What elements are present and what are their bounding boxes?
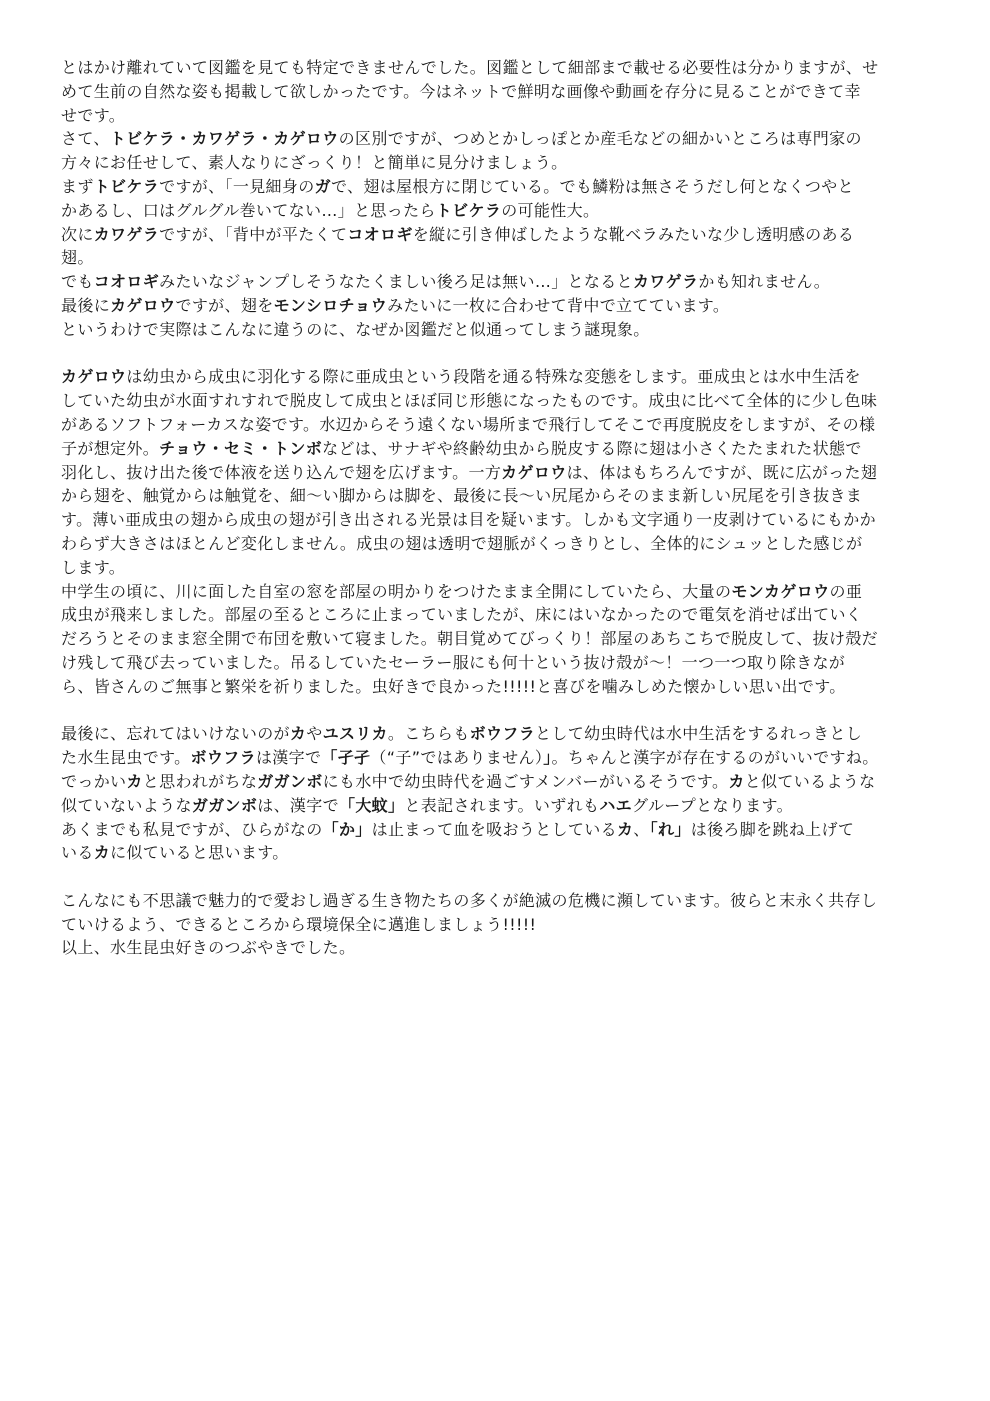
bold-text: カワゲラ [93,224,160,244]
text-line [61,532,933,556]
text-line [61,722,933,746]
text-run: さて、 [61,129,110,149]
text-run: た水生昆虫です。 [61,748,191,768]
paragraph [61,56,933,342]
text-run: だろうとそのまま窓全開で布団を敷いて寝ました。朝目覚めてびっくり！部屋のあちこちで脱皮して、抜け殻だ [61,629,879,649]
bold-text: カ [126,771,143,791]
text-run: の可能性大。 [501,200,600,220]
bold-text: カ [289,724,307,744]
text-run: を縦に引き伸ばしたような靴ベラみたいな少し透明感のある [412,224,855,244]
text-line [61,580,933,604]
bold-text: カワゲラ [632,272,699,292]
text-run: 羽化し、抜け出た後で体液を送り込んで翅を広げます。一方 [61,462,502,482]
text-run: わらず大きさはほとんど変化しません。成虫の翅は透明で翅脈がくっきりとし、全体的にシュッとした感じが [61,533,863,553]
paragraph [61,365,933,698]
bold-text: ガ [314,176,331,196]
text-line [61,56,933,80]
text-line [61,365,933,389]
text-run: や [306,724,323,744]
bold-text: カゲロウ [61,367,127,387]
text-run: 。ちゃんと漢字が存在するのがいいですね。 [551,748,879,768]
text-line [61,389,933,413]
text-run: ですが、翅を [175,295,274,315]
text-line [61,294,933,318]
bold-text: 「大蚊」 [338,795,405,815]
text-line [61,913,933,937]
bold-text: 「れ」 [649,819,691,839]
text-run: として幼虫時代は水中生活をするれっきとし [535,724,863,744]
text-run: す。薄い亜成虫の翅から成虫の翅が引き出される光景は目を疑います。しかも文字通り一皮剥けているにもかか [61,510,876,530]
text-line [61,770,933,794]
text-run: 子が想定外。 [61,438,160,458]
text-run: ていけるよう、できるところから環境保全に邁進しましょう!!!!! [61,914,537,934]
bold-text: 「孑孑 [321,748,371,768]
bold-text: ガガンボ [257,771,323,791]
text-run: は、漢字で [257,795,339,815]
bold-text: 「か」 [322,819,372,839]
text-line [61,508,933,532]
text-run: 。こちらも [387,724,470,744]
text-run: せです。 [61,105,126,125]
text-run: かも知れません。 [698,272,831,292]
text-run: は後ろ脚を跳ね上げて [690,819,855,839]
text-run: と思われがちな [142,771,258,791]
text-run: ですが、「一見細身の [159,176,315,196]
text-run: と表記されます。いずれも [404,795,600,815]
bold-text: モンカゲロウ [731,581,830,601]
text-run: グループとなります。 [632,795,793,815]
bold-text: ユスリカ [322,724,388,744]
text-line [61,223,933,247]
bold-text: トビケラ [93,176,160,196]
bold-text: カ [616,819,634,839]
bold-text: カゲロウ [110,295,176,315]
text-run: は漢字で [255,748,322,768]
text-line [61,80,933,104]
text-line [61,818,933,842]
text-line [61,794,933,818]
text-run: の亜 [829,581,863,601]
text-line [61,651,933,675]
text-run: 以上、水生昆虫好きのつぶやきでした。 [61,938,356,958]
text-run: は幼虫から成虫に羽化する際に亜成虫という段階を通る特殊な変態をします。亜成虫とは水中生活を [126,367,861,387]
text-run: などは、サナギや終齢幼虫から脱皮する際に翅は小さくたたまれた状態で [322,438,862,458]
bold-text: カ [728,771,745,791]
text-run: で、翅は屋根方に閉じている。でも鱗粉は無さそうだし何となくつやと [330,176,854,196]
text-line [61,484,933,508]
bold-text: カ [93,843,111,863]
text-run: があるソフトフォーカスな姿です。水辺からそう遠くない場所まで飛行してそこで再度脱皮をしますが、その様 [61,414,876,434]
text-run: は止まって血を吸おうとしている [371,819,617,839]
text-run: とはかけ離れていて図鑑を見ても特定できませんでした。図鑑として細部まで載せる必要性は分かりますが、せ [61,58,879,77]
text-line [61,437,933,461]
text-run: （“子”ではありません） [370,748,544,768]
bold-text: ボウフラ [190,748,256,768]
text-line [61,675,933,699]
text-run: 最後に、忘れてはいけないのが [61,724,290,744]
paragraph [61,889,933,960]
text-run: みたいなジャンプしそうなたくましい後ろ足は無い…」となると [159,272,633,292]
text-run: は、体はもちろんですが、既に広がった翅 [566,462,878,482]
text-run: に似ていると思います。 [110,843,289,863]
text-run: ですが、「背中が平たくて [159,224,348,244]
text-run: みたいに一枚に合わせて背中で立てています。 [387,295,730,315]
text-line [61,318,933,342]
text-line [61,889,933,913]
text-run: していた幼虫が水面すれすれで脱皮して成虫とほぼ同じ形態になったものです。成虫に比べて全体的に少し色味 [61,391,878,411]
text-run: け残して飛び去っていました。吊るしていたセーラー服にも何十という抜け殻が〜！一つ一つ取り除きなが [61,652,846,672]
paragraph-gap [61,342,933,366]
text-line [61,461,933,485]
text-line [61,627,933,651]
text-run: にも水中で幼虫時代を過ごすメンバーがいるそうです。 [322,771,729,791]
text-run: 最後に [61,295,111,315]
text-line [61,175,933,199]
text-line [61,270,933,294]
bold-text: カゲロウ [501,462,567,482]
bold-text: モンシロチョウ [273,295,388,315]
text-run: でも [61,272,94,292]
text-line [61,936,933,960]
text-line [61,556,933,580]
text-run: 中学生の頃に、川に面した自室の窓を部屋の明かりをつけたまま全開にしていたら、大量の [61,581,732,601]
text-run: あくまでも私見ですが、ひらがなの [61,819,323,839]
bold-text: ガガンボ [191,795,258,815]
text-run: いる [61,843,94,863]
text-line [61,746,933,770]
text-run: 翅。 [61,248,94,268]
bold-text: コオロギ [347,224,413,244]
text-run: こんなにも不思議で魅力的で愛おし過ぎる生き物たちの多くが絶滅の危機に瀕しています。彼らと末永く共存し [61,890,878,910]
text-run: 次に [61,224,94,244]
text-run: まず [61,176,94,196]
bold-text: トビケラ [435,200,502,220]
text-run: から翅を、触覚からは触覚を、細〜い脚からは脚を、最後に長〜い尻尾からそのまま新しい尻尾を引き抜きま [61,486,863,506]
text-line [61,246,933,270]
text-run: 方々にお任せして、素人なりにざっくり！と簡単に見分けましょう。 [61,153,568,173]
text-line [61,413,933,437]
text-line [61,841,933,865]
text-run: でっかい [61,771,127,791]
text-line [61,603,933,627]
text-run: 似ていないような [61,795,192,815]
paragraph-gap [61,699,933,723]
text-run: かあるし、口はグルグル巻いてない…」と思ったら [61,200,436,220]
text-line [61,127,933,151]
text-line [61,199,933,223]
bold-text: チョウ・セミ・トンボ [159,438,323,458]
text-run: します。 [61,557,126,577]
text-line [61,104,933,128]
paragraph [61,722,933,865]
paragraph-gap [61,865,933,889]
bold-text: コオロギ [93,272,160,292]
document-body [61,56,933,960]
bold-text: ボウフラ [469,724,536,744]
bold-text: 」 [543,748,552,768]
text-run: 成虫が飛来しました。部屋の至るところに止まっていましたが、床にはいなかったので電気を消せば出ていく [61,605,863,625]
bold-text: トビケラ・カワゲラ・カゲロウ [109,129,339,149]
text-run: と似ているような [744,771,876,791]
text-run: 、 [633,819,650,839]
text-run: の区別ですが、つめとかしっぽとか産毛などの細かいところは専門家の [338,129,862,149]
text-run: ら、皆さんのご無事と繁栄を祈りました。虫好きで良かった!!!!!と喜びを噛みしめた懐かしい思い出です。 [61,676,846,696]
text-run: めて生前の自然な姿も掲載して欲しかったです。今はネットで鮮明な画像や動画を存分に見ることができて幸 [61,81,861,101]
bold-text: ハエ [599,795,633,815]
text-run: というわけで実際はこんなに違うのに、なぜか図鑑だと似通ってしまう謎現象。 [61,319,650,339]
text-line [61,151,933,175]
